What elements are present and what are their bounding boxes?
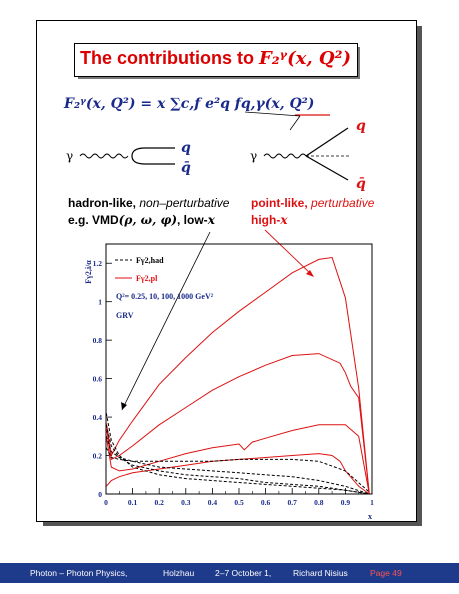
vmd-x: x xyxy=(207,213,215,227)
antiquark-line-right xyxy=(306,156,348,180)
quark-line-right xyxy=(306,128,348,156)
x-tick-label: 1 xyxy=(370,498,374,507)
arrow-hadron-head xyxy=(121,402,127,410)
q-right: q xyxy=(356,118,366,134)
pointer-line-down xyxy=(290,116,300,130)
photon-wave-left xyxy=(80,154,128,158)
footer-author: Richard Nisius xyxy=(293,568,348,578)
footer-talk: Photon – Photon Physics, xyxy=(30,568,128,578)
hadronic-curve-4 xyxy=(106,448,369,492)
legend-label-pl: Fγ2,pl xyxy=(136,274,158,283)
x-tick-label: 0.6 xyxy=(260,498,271,507)
y-tick-label: 1.2 xyxy=(92,259,102,269)
x-tick-label: 0.9 xyxy=(340,498,351,507)
point-like-text xyxy=(251,196,374,210)
hadron-italic: non–perturbative xyxy=(139,196,230,210)
x-tick-label: 0.8 xyxy=(314,498,324,507)
x-tick-label: 0 xyxy=(104,498,108,507)
y-tick-label: 0.4 xyxy=(92,413,102,423)
hadron-like-text xyxy=(68,196,229,210)
vmd-suffix: , low- xyxy=(177,213,208,227)
gamma-left: γ xyxy=(66,149,74,163)
x-axis-label: x xyxy=(368,512,372,521)
gamma-right: γ xyxy=(250,149,258,163)
point-bold: point-like, xyxy=(251,196,308,210)
footer-dates: 2–7 October 1, xyxy=(215,568,272,578)
footer-page: Page 49 xyxy=(370,568,402,578)
quark-loop-left xyxy=(132,148,175,164)
x-tick-label: 0.3 xyxy=(181,498,191,507)
x-tick-label: 0.2 xyxy=(154,498,164,507)
y-tick-label: 0.2 xyxy=(92,451,102,461)
x-tick-label: 0.7 xyxy=(287,498,297,507)
hadronic-curve-7 xyxy=(106,413,369,494)
photon-wave-right xyxy=(264,154,306,158)
high-x-text xyxy=(251,213,287,227)
qbar-left: q̄ xyxy=(181,160,191,176)
annotation-grv: GRV xyxy=(116,311,134,320)
x-tick-label: 0.4 xyxy=(207,498,218,507)
y-tick-label: 0.6 xyxy=(92,374,102,384)
high-x: x xyxy=(280,213,288,227)
arrow-pointlike-head xyxy=(306,270,314,277)
structure-function-formula: F₂ᵞ(x, Q²) = x ∑c,f e²q fq,γ(x, Q²) xyxy=(64,96,315,112)
y-tick-label: 0 xyxy=(98,490,102,499)
legend-label-had: Fγ2,had xyxy=(136,256,164,265)
point-italic: perturbative xyxy=(311,196,375,210)
y-tick-label: 0.8 xyxy=(92,336,102,346)
pointer-line-left xyxy=(245,112,300,116)
title-text: The contributions to xyxy=(80,48,254,68)
vmd-prefix: e.g. VMD xyxy=(68,213,119,227)
footer-place: Holzhau xyxy=(163,568,195,578)
title-math: F₂ᵞ(x, Q²) xyxy=(259,48,352,69)
qbar-right: q̄ xyxy=(356,176,366,192)
vmd-math: (ρ, ω, φ) xyxy=(118,213,178,227)
footer-bar xyxy=(0,563,459,583)
y-tick-label: 1 xyxy=(98,297,102,307)
arrow-pointlike xyxy=(265,230,312,275)
high-prefix: high- xyxy=(251,213,281,227)
annotation-q2: Q²= 0.25, 10, 100, 1000 GeV² xyxy=(116,292,214,301)
vmd-text xyxy=(68,213,215,227)
x-tick-label: 0.1 xyxy=(127,498,138,507)
x-tick-label: 0.5 xyxy=(234,498,244,507)
y-axis-label: Fγ2,i/α xyxy=(84,260,93,284)
q-left: q xyxy=(181,140,191,156)
hadron-bold: hadron-like, xyxy=(68,196,137,210)
